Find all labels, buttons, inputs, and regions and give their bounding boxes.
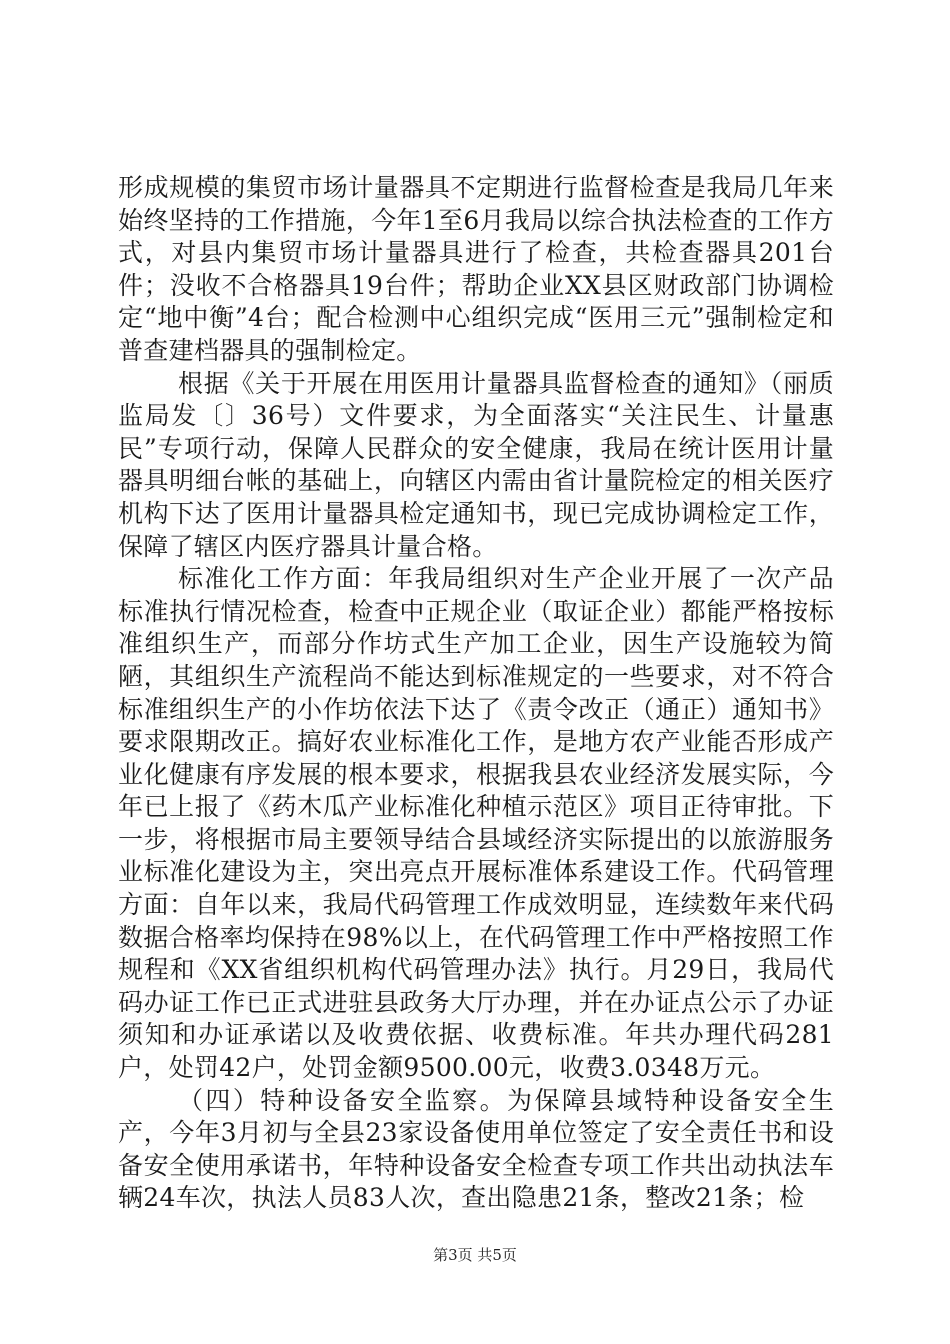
paragraph-metrology-inspection: 形成规模的集贸市场计量器具不定期进行监督检查是我局几年来始终坚持的工作措施，今年1至6月我局以综合执法检查的工作方式，对县内集贸市场计量器具进行了检查，共检查器具201台件；没收不合格器具19台件；帮助企业XX县区财政部门协调检定“地中衡”4台；配合检测中心组织完成“医用三元”强制检定和普查建档器具的强制检定。 xyxy=(118,173,834,365)
page-footer: 第3页 共5页 xyxy=(433,1246,517,1264)
paragraph-special-equipment: （四）特种设备安全监察。为保障县域特种设备安全生产，今年3月初与全县23家设备使用单位签定了安全责任书和设备安全使用承诺书，年特种设备安全检查专项工作共出动执法车辆24车次，执法人员83人次，查出隐患21条，整改21条；检 xyxy=(118,1085,834,1213)
document-body xyxy=(118,172,834,1215)
paragraph-standardization: 标准化工作方面：年我局组织对生产企业开展了一次产品标准执行情况检查，检查中正规企业（取证企业）都能严格按标准组织生产，而部分作坊式生产加工企业，因生产设施较为简陋，其组织生产流程尚不能达到标准规定的一些要求，对不符合标准组织生产的小作坊依法下达了《责令改正（通正）通知书》要求限期改正。搞好农业标准化工作，是地方农产业能否形成产业化健康有序发展的根本要求，根据我县农业经济发展实际，今年已上报了《药木瓜产业标准化种植示范区》项目正待审批。下一步，将根据市局主要领导结合县域经济实际提出的以旅游服务业标准化建设为主，突出亮点开展标准体系建设工作。代码管理方面：自年以来，我局代码管理工作成效明显，连续数年来代码数据合格率均保持在98%以上，在代码管理工作中严格按照工作规程和《XX省组织机构代码管理办法》执行。月29日，我局代码办证工作已正式进驻县政务大厅办理，并在办证点公示了办证须知和办证承诺以及收费依据、收费标准。年共办理代码281户，处罚42户，处罚金额9500.00元，收费3.0348万元。 xyxy=(118,564,834,1083)
paragraph-medical-instruments: 根据《关于开展在用医用计量器具监督检查的通知》（丽质监局发〔〕36号）文件要求，为全面落实“关注民生、计量惠民”专项行动，保障人民群众的安全健康，我局在统计医用计量器具明细台帐的基础上，向辖区内需由省计量院检定的相关医疗机构下达了医用计量器具检定通知书，现已完成协调检定工作，保障了辖区内医疗器具计量合格。 xyxy=(118,368,834,561)
